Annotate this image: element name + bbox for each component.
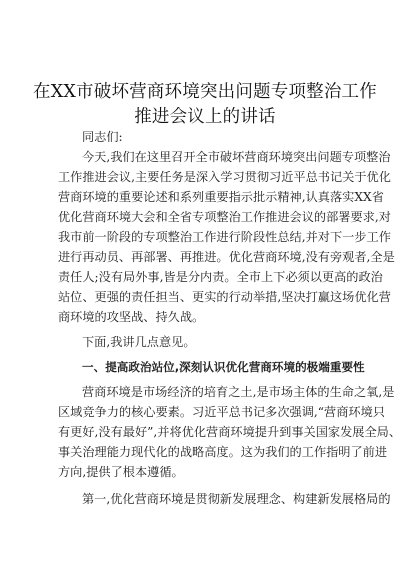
- paragraph-line: 事关治理能力现代化的战略高度。这为我们的工作指明了前进: [58, 445, 388, 459]
- paragraph-line: 方向,提供了根本遵循。: [58, 465, 184, 479]
- paragraph-line: 商环境的攻坚战、持久战。: [58, 310, 205, 324]
- paragraph-line: 进行再动员、再部署、再推进。优化营商环境,没有旁观者,全是: [58, 250, 395, 264]
- paragraph-line: 我市前一阶段的专项整治工作进行阶段性总结,并对下一步工作: [58, 230, 391, 244]
- paragraph-line: 有更好,没有最好”,并将优化营商环境提升到事关国家发展全局、: [58, 425, 402, 439]
- document-title-line-1: 在XX市破坏营商环境突出问题专项整治工作: [33, 82, 377, 102]
- paragraph-line: 区域竞争力的核心要素。习近平总书记多次强调,“营商环境只: [58, 405, 385, 419]
- paragraph-line: 今天,我们在这里召开全市破坏营商环境突出问题专项整治: [82, 150, 391, 164]
- paragraph-line: 责任人;没有局外事,皆是分内责。全市上下必须以更高的政治: [58, 270, 383, 284]
- paragraph-line: 工作推进会议,主要任务是深入学习贯彻习近平总书记关于优化: [58, 170, 391, 184]
- paragraph-line: 站位、更强的责任担当、更实的行动举措,坚决打赢这场优化营: [58, 290, 391, 304]
- paragraph-line: 营商环境是市场经济的培育之土,是市场主体的生命之氧,是: [82, 385, 395, 399]
- salutation: 同志们:: [82, 130, 123, 144]
- paragraph-line: 营商环境的重要论述和系列重要指示批示精神,认真落实XX省: [58, 190, 384, 204]
- paragraph-line: 第一,优化营商环境是贯彻新发展理念、构建新发展格局的: [82, 492, 391, 506]
- document-title-line-2: 推进会议上的讲话: [134, 107, 276, 127]
- paragraph-line: 优化营商环境大会和全省专项整治工作推进会议的部署要求,对: [58, 210, 391, 224]
- paragraph-line: 下面,我讲几点意见。: [82, 335, 196, 349]
- section-heading: 一、提高政治站位,深刻认识优化营商环境的极端重要性: [82, 360, 365, 374]
